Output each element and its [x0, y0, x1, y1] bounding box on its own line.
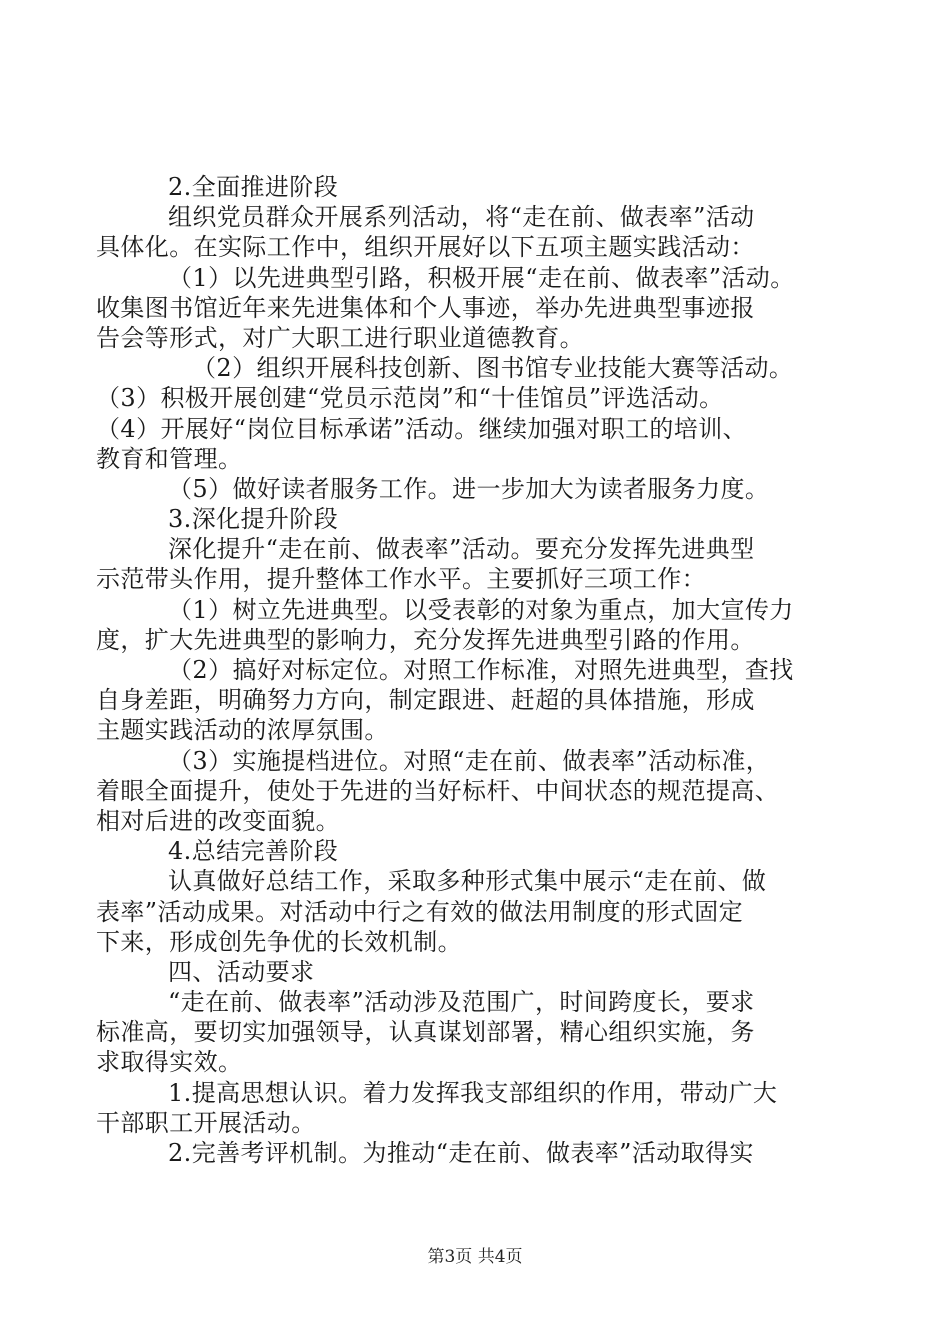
text-line: 度，扩大先进典型的影响力，充分发挥先进典型引路的作用。: [96, 625, 755, 654]
text-line: 收集图书馆近年来先进集体和个人事迹，举办先进典型事迹报: [96, 293, 755, 322]
text-line: 自身差距，明确努力方向，制定跟进、赶超的具体措施，形成: [96, 686, 755, 715]
text-line: 着眼全面提升，使处于先进的当好标杆、中间状态的规范提高、: [96, 776, 780, 805]
text-line: “走在前、做表率”活动涉及范围广，时间跨度长，要求: [168, 988, 755, 1017]
text-line: 2.完善考评机制。为推动“走在前、做表率”活动取得实: [168, 1139, 754, 1167]
text-line: 组织党员群众开展系列活动，将“走在前、做表率”活动: [168, 203, 755, 232]
text-line: 相对后进的改变面貌。: [96, 806, 340, 835]
text-line: 深化提升“走在前、做表率”活动。要充分发挥先进典型: [168, 535, 755, 564]
text-line: （4）开展好“岗位目标承诺”活动。继续加强对职工的培训、: [96, 414, 748, 443]
text-line: 下来，形成创先争优的长效机制。: [96, 927, 462, 956]
text-line: （3）实施提档进位。对照“走在前、做表率”活动标准，: [168, 746, 771, 775]
text-line: 标准高，要切实加强领导，认真谋划部署，精心组织实施，务: [96, 1018, 755, 1047]
text-line: 1.提高思想认识。着力发挥我支部组织的作用，带动广大: [168, 1078, 778, 1107]
document-body: [96, 172, 856, 1168]
text-line: 示范带头作用，提升整体工作水平。主要抓好三项工作：: [96, 565, 706, 594]
text-line: 具体化。在实际工作中，组织开展好以下五项主题实践活动：: [96, 233, 755, 262]
text-line: 告会等形式，对广大职工进行职业道德教育。: [96, 323, 584, 352]
text-line: 认真做好总结工作，采取多种形式集中展示“走在前、做: [168, 867, 767, 896]
text-line: 干部职工开展活动。: [96, 1108, 316, 1137]
text-line: （2）组织开展科技创新、图书馆专业技能大赛等活动。: [192, 354, 794, 383]
text-line: 3.深化提升阶段: [168, 505, 339, 534]
text-line: 4.总结完善阶段: [168, 837, 339, 866]
text-line: 教育和管理。: [96, 444, 243, 473]
text-line: 2.全面推进阶段: [168, 173, 339, 201]
text-line: （3）积极开展创建“党员示范岗”和“十佳馆员”评选活动。: [96, 384, 724, 413]
text-line: （5）做好读者服务工作。进一步加大为读者服务力度。: [168, 474, 770, 503]
text-line: （1）以先进典型引路，积极开展“走在前、做表率”活动。: [168, 263, 795, 292]
text-line: 四、活动要求: [168, 957, 315, 986]
text-line: （2）搞好对标定位。对照工作标准，对照先进典型，查找: [168, 656, 794, 684]
page-footer: 第3页 共4页: [427, 1247, 523, 1267]
text-line: 求取得实效。: [96, 1048, 243, 1077]
text-line: （1）树立先进典型。以受表彰的对象为重点，加大宣传力: [168, 595, 794, 624]
text-line: 表率”活动成果。对活动中行之有效的做法用制度的形式固定: [96, 897, 744, 926]
text-line: 主题实践活动的浓厚氛围。: [96, 716, 389, 745]
